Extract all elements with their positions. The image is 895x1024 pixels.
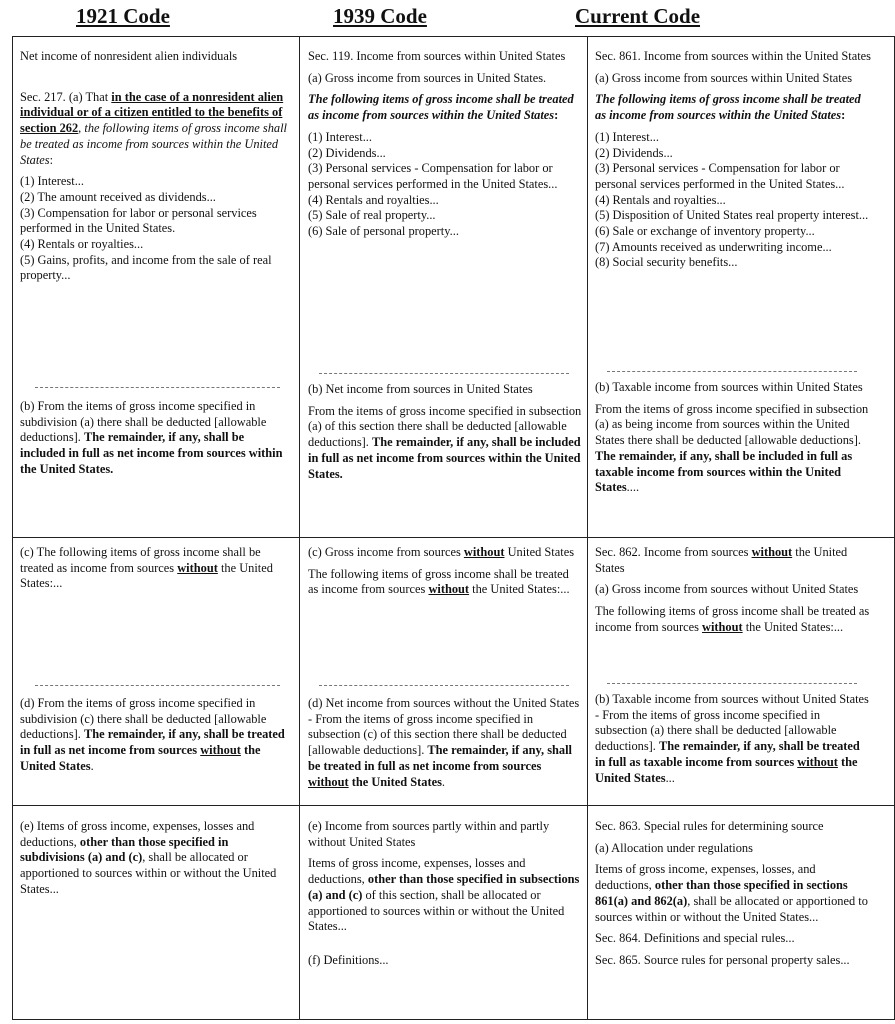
cell-1939-allocation — [308, 819, 582, 975]
bold-italic-text: The following items of gross income shall be treated as income from sources within the United States — [595, 92, 861, 123]
bold-text: The remainder, if any, shall be included in full as net income from sources within the United States. — [308, 435, 581, 481]
bold-text: The remainder, if any, shall be treated in full as net income from sources — [308, 743, 572, 773]
cell-current-without — [595, 545, 871, 642]
text: the United States — [595, 545, 848, 575]
dashed-separator — [607, 371, 857, 372]
cell-1921-net-income-within — [20, 399, 292, 484]
subsection-b — [595, 402, 871, 496]
italic-text: the following items of gross income shall be treated as income from sources within the United States — [20, 121, 287, 167]
header-1921-code: 1921 Code — [76, 4, 170, 28]
section-title: Sec. 861. Income from sources within the United States — [595, 49, 871, 63]
section-217b — [20, 399, 292, 478]
cell-current-allocation — [595, 819, 871, 975]
text: . — [441, 774, 446, 789]
item-list — [20, 174, 292, 284]
text: , shall be allocated or apportioned to sources within or without the United States... — [595, 893, 868, 924]
bold-text: in the case of a nonresident alien individual or of a citizen entitled to the benefits of section 262 — [20, 89, 284, 136]
cell-current-taxable-income-within — [595, 380, 871, 502]
code-comparison-table — [12, 36, 895, 1020]
text: Sec. 862. Income from sources — [595, 545, 752, 559]
section-title — [595, 545, 871, 576]
subdivision-e — [20, 819, 292, 898]
dashed-separator — [319, 373, 569, 374]
list-item: (3) Personal services - Compensation for labor or personal services performed in the United States... — [308, 161, 558, 191]
lead-in — [595, 92, 871, 123]
text: From the items of gross income specified in subsection (a) of this section there shall be deducted [allowable deductions]. — [308, 403, 582, 450]
subsection-a: (a) Gross income from sources within United States — [595, 70, 853, 85]
bold-text: The remainder, if any, shall be treated in full as taxable income from sources — [595, 739, 860, 769]
bold-text: The remainder, if any, shall be treated in full as net income from sources — [20, 727, 285, 758]
section-title: Net income of nonresident alien individuals — [20, 49, 238, 63]
item-list — [595, 130, 871, 271]
text: (d) Net income from sources without the United States - From the items of gross income specified in subsection (c) of this section there shall be deducted [allowable deductions]. — [308, 696, 580, 758]
list-item: (1) Interest... — [308, 129, 372, 144]
list-item: (4) Rentals or royalties... — [20, 237, 144, 252]
text: Items of gross income, expenses, losses and deductions, — [308, 856, 526, 887]
section-864: Sec. 864. Definitions and special rules... — [595, 931, 795, 946]
text: The following items of gross income shall be treated as income from sources — [308, 566, 569, 597]
subsection-b — [595, 692, 871, 786]
list-item: (6) Sale or exchange of inventory property... — [595, 224, 815, 239]
text: ... — [665, 770, 675, 785]
list-item: (5) Disposition of United States real property interest... — [595, 208, 869, 223]
header-1939-code: 1939 Code — [333, 4, 427, 28]
list-item: (7) Amounts received as underwriting income... — [595, 239, 832, 254]
item-list — [308, 130, 582, 240]
bold-text: The remainder, if any, shall be included in full as net income from sources within the United States. — [20, 430, 283, 476]
underlined-text: without — [177, 560, 218, 575]
cell-1921-within — [20, 49, 292, 284]
list-item: (5) Gains, profits, and income from the sale of real property... — [20, 252, 272, 283]
cell-1939-within — [308, 49, 582, 240]
text: : — [554, 108, 559, 123]
text: the United States:... — [469, 582, 570, 597]
list-item: (8) Social security benefits... — [595, 255, 738, 270]
text: the United States:... — [742, 619, 844, 634]
list-item: (2) The amount received as dividends... — [20, 189, 216, 204]
subsection-d — [308, 696, 582, 790]
subsection-c — [308, 545, 582, 561]
text: From the items of gross income specified in subsection (a) as being income from sources within the United States there shall be deducted [allowable deductions]. — [595, 401, 869, 448]
text: United States — [504, 545, 575, 559]
subsection-a: (a) Allocation under regulations — [595, 840, 753, 855]
dashed-separator — [319, 685, 569, 686]
text: Items of gross income, expenses, losses, and deductions, — [595, 862, 816, 893]
subsection-a: (a) Gross income from sources in United States. — [308, 70, 547, 85]
dashed-separator — [35, 387, 280, 388]
cell-current-taxable-income-without — [595, 692, 871, 792]
cell-1921-net-income-without — [20, 696, 292, 781]
lead-in — [308, 92, 582, 123]
underlined-text: without — [797, 754, 838, 769]
row-divider — [13, 805, 894, 806]
underlined-text: without — [463, 545, 505, 559]
list-item: (2) Dividends... — [308, 145, 386, 160]
cell-1921-allocation — [20, 819, 292, 904]
bold-text: other than those specified in subdivisions (a) and (c) — [20, 834, 229, 865]
subdivision-d — [20, 696, 292, 775]
column-divider — [587, 37, 588, 1019]
bold-text: other than those specified in sections 861(a) and 862(a) — [595, 878, 848, 908]
section-863-title: Sec. 863. Special rules for determining source — [595, 819, 824, 833]
text: The following items of gross income shall be treated as income from sources — [595, 604, 870, 634]
list-item: (4) Rentals and royalties... — [308, 192, 439, 207]
cell-1939-without — [308, 545, 582, 604]
text: of this section, shall be allocated or apportioned to sources within or without the United States... — [308, 887, 565, 934]
dashed-separator — [607, 683, 857, 684]
text: , — [78, 121, 85, 136]
bold-italic-text: The following items of gross income shall be treated as income from sources within the United States — [308, 92, 574, 123]
row-divider — [13, 537, 894, 538]
subsection-b-title: (b) Taxable income from sources within United States — [595, 380, 863, 394]
list-item: (2) Dividends... — [595, 145, 673, 160]
section-title: Sec. 119. Income from sources within United States — [308, 49, 566, 63]
bold-text: The remainder, if any, shall be included in full as taxable income from sources within the United States — [595, 448, 853, 495]
column-divider — [299, 37, 300, 1019]
bold-text: other than those specified in subsections (a) and (c) — [308, 872, 580, 902]
underlined-text: without — [308, 774, 349, 789]
subsection-a: (a) Gross income from sources without United States — [595, 582, 859, 597]
list-item: (4) Rentals and royalties... — [595, 192, 726, 207]
cell-1939-net-income-within — [308, 382, 582, 488]
bold-text: the United States — [348, 774, 442, 789]
underlined-text: without — [200, 743, 241, 758]
bold-text: the United States — [595, 754, 858, 785]
text: : — [841, 108, 846, 123]
subsection-e: (e) Income from sources partly within and partly without United States — [308, 819, 550, 849]
list-item: (6) Sale of personal property... — [308, 224, 459, 239]
cell-current-within — [595, 49, 871, 271]
dashed-separator — [35, 685, 280, 686]
subsection-f: (f) Definitions... — [308, 952, 389, 967]
allocation-text — [308, 856, 582, 935]
subsection-b — [308, 404, 582, 483]
text: (b) Taxable income from sources without United States - From the items of gross income specified in subsection (a) there shall be deducted [allowable deductions]. — [595, 692, 869, 754]
text: the United States:... — [20, 560, 273, 591]
underlined-text: without — [428, 582, 470, 597]
text: Sec. 217. (a) That — [20, 89, 112, 104]
text: : — [49, 152, 54, 167]
lead-in — [595, 604, 871, 635]
list-item: (5) Sale of real property... — [308, 208, 436, 223]
header-current-code: Current Code — [575, 4, 701, 28]
text: (b) From the items of gross income specified in subdivision (a) there shall be deducted [allowable deductions]. — [20, 399, 267, 445]
cell-1921-without — [20, 545, 292, 598]
text: . — [90, 758, 94, 773]
text: (c) The following items of gross income shall be treated as income from sources — [20, 545, 261, 575]
subdivision-c — [20, 545, 292, 592]
lead-in — [308, 567, 582, 598]
text: (d) From the items of gross income specified in subdivision (c) there shall be deducted [allowable deductions]. — [20, 696, 267, 742]
underlined-text: without — [702, 619, 743, 634]
cell-1939-net-income-without — [308, 696, 582, 796]
subsection-b-title: (b) Net income from sources in United States — [308, 382, 533, 396]
list-item: (3) Personal services - Compensation for labor or personal services performed in the United States... — [595, 161, 845, 191]
underlined-text: without — [751, 545, 793, 559]
text: (c) Gross income from sources — [308, 545, 464, 559]
list-item: (3) Compensation for labor or personal services performed in the United States. — [20, 205, 257, 236]
bold-text: the United States — [20, 743, 261, 773]
section-865: Sec. 865. Source rules for personal property sales... — [595, 952, 850, 967]
text: (e) Items of gross income, expenses, losses and deductions, — [20, 819, 255, 849]
text: .... — [626, 480, 640, 495]
list-item: (1) Interest... — [595, 129, 659, 144]
allocation-text — [595, 862, 871, 925]
text: , shall be allocated or apportioned to sources within or without the United States... — [20, 850, 277, 896]
section-217a — [20, 90, 292, 169]
list-item: (1) Interest... — [20, 174, 84, 189]
